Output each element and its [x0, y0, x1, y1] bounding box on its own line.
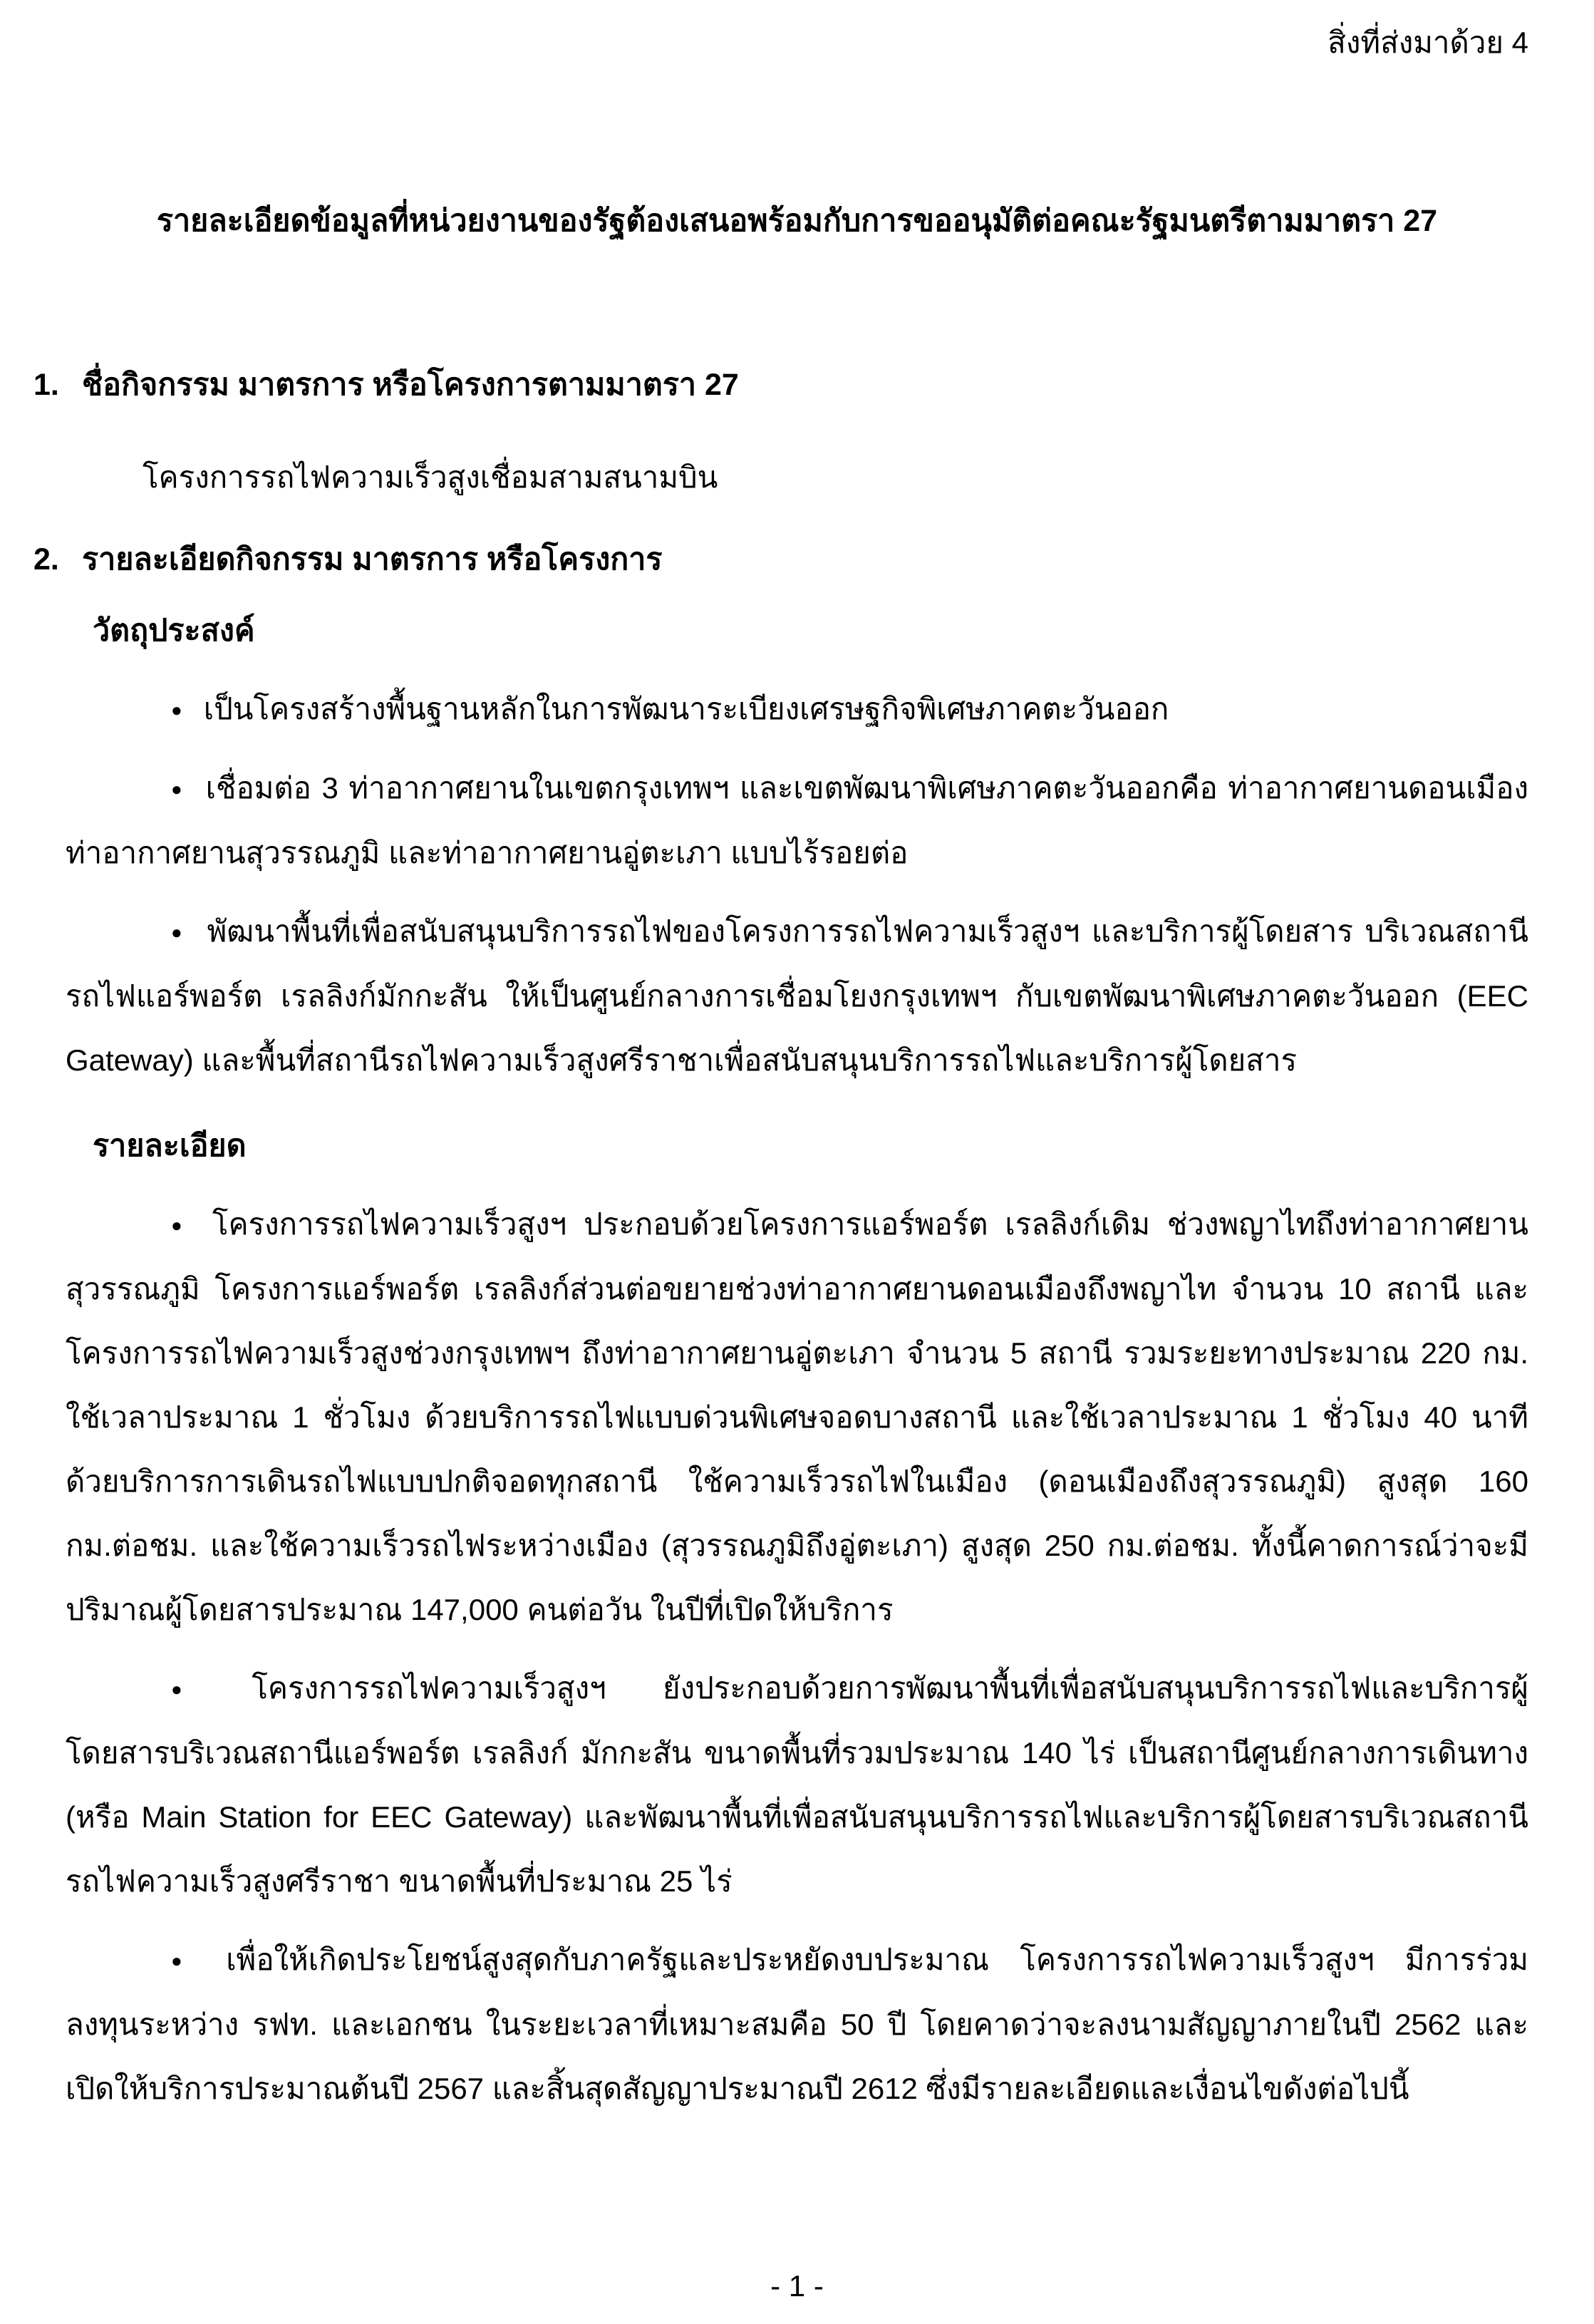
objective-text: เป็นโครงสร้างพื้นฐานหลักในการพัฒนาระเบียงเศรษฐกิจพิเศษภาคตะวันออก: [203, 692, 1169, 725]
bullet-icon: ●: [171, 778, 185, 800]
details-heading: รายละเอียด: [93, 1129, 247, 1163]
objective-text: เชื่อมต่อ 3 ท่าอากาศยานในเขตกรุงเทพฯ และเขตพัฒนาพิเศษภาคตะวันออกคือ ท่าอากาศยานดอนเมือง ท่าอากาศยานสุวรรณภูมิ และท่าอากาศยานอู่ตะเภา แบบไร้รอยต่อ: [66, 771, 1528, 869]
objective-item: [66, 756, 1528, 885]
objective-item: [66, 899, 1528, 1093]
objective-item: [66, 677, 1528, 742]
detail-item: [66, 1928, 1528, 2121]
section-1-heading: [33, 353, 1528, 417]
detail-text: โครงการรถไฟความเร็วสูงฯ ยังประกอบด้วยการพัฒนาพื้นที่เพื่อสนับสนุนบริการรถไฟและบริการผู้โดยสารบริเวณสถานีแอร์พอร์ต เรลลิงก์ มักกะสัน ขนาดพื้นที่รวมประมาณ 140 ไร่ เป็นสถานีศูนย์กลางการเดินทาง (หรือ Main Station for EEC Gateway) และพัฒนาพื้นที่เพื่อสนับสนุนบริการรถไฟและบริการผู้โดยสารบริเวณสถานีรถไฟความเร็วสูงศรีราชา ขนาดพื้นที่ประมาณ 25 ไร่: [66, 1671, 1528, 1898]
detail-text: โครงการรถไฟความเร็วสูงฯ ประกอบด้วยโครงการแอร์พอร์ต เรลลิงก์เดิม ช่วงพญาไทถึงท่าอากาศยานสุวรรณภูมิ โครงการแอร์พอร์ต เรลลิงก์ส่วนต่อขยายช่วงท่าอากาศยานดอนเมืองถึงพญาไท จำนวน 10 สถานี และโครงการรถไฟความเร็วสูงช่วงกรุงเทพฯ ถึงท่าอากาศยานอู่ตะเภา จำนวน 5 สถานี รวมระยะทางประมาณ 220 กม. ใช้เวลาประมาณ 1 ชั่วโมง ด้วยบริการรถไฟแบบด่วนพิเศษจอดบางสถานี และใช้เวลาประมาณ 1 ชั่วโมง 40 นาที ด้วยบริการการเดินรถไฟแบบปกติจอดทุกสถานี ใช้ความเร็วรถไฟในเมือง (ดอนเมืองถึงสุวรรณภูมิ) สูงสุด 160 กม.ต่อชม. และใช้ความเร็วรถไฟระหว่างเมือง (สุวรรณภูมิถึงอู่ตะเภา) สูงสุด 250 กม.ต่อชม. ทั้งนี้คาดการณ์ว่าจะมีปริมาณผู้โดยสารประมาณ 147,000 คนต่อวัน ในปีที่เปิดให้บริการ: [66, 1207, 1528, 1626]
section-1-number: 1.: [33, 368, 59, 402]
page-title: รายละเอียดข้อมูลที่หน่วยงานของรัฐต้องเสนอพร้อมกับการขออนุมัติต่อคณะรัฐมนตรีตามมาตรา 27: [156, 204, 1438, 238]
attachment-label: สิ่งที่ส่งมาด้วย 4: [1328, 26, 1528, 59]
objectives-heading: วัตถุประสงค์: [93, 614, 255, 648]
bullet-icon: ●: [171, 1950, 205, 1971]
page-number: - 1 -: [770, 2269, 824, 2303]
section-2-heading: [33, 527, 1528, 592]
detail-item: [66, 1656, 1528, 1914]
bullet-icon: ●: [171, 699, 182, 721]
section-1-heading-text: ชื่อกิจกรรม มาตรการ หรือโครงการตามมาตรา 27: [82, 368, 739, 402]
bullet-icon: ●: [171, 1678, 231, 1700]
objective-text: พัฒนาพื้นที่เพื่อสนับสนุนบริการรถไฟของโครงการรถไฟความเร็วสูงฯ และบริการผู้โดยสาร บริเวณสถานีรถไฟแอร์พอร์ต เรลลิงก์มักกะสัน ให้เป็นศูนย์กลางการเชื่อมโยงกรุงเทพฯ กับเขตพัฒนาพิเศษภาคตะวันออก (EEC Gateway) และพื้นที่สถานีรถไฟความเร็วสูงศรีราชาเพื่อสนับสนุนบริการรถไฟและบริการผู้โดยสาร: [66, 914, 1528, 1077]
section-2-heading-text: รายละเอียดกิจกรรม มาตรการ หรือโครงการ: [82, 542, 663, 577]
detail-item: [66, 1192, 1528, 1642]
bullet-icon: ●: [171, 921, 186, 943]
section-2-number: 2.: [33, 542, 59, 577]
bullet-icon: ●: [171, 1214, 191, 1236]
detail-text: เพื่อให้เกิดประโยชน์สูงสุดกับภาครัฐและประหยัดงบประมาณ โครงการรถไฟความเร็วสูงฯ มีการร่วมลงทุนระหว่าง รฟท. และเอกชน ในระยะเวลาที่เหมาะสมคือ 50 ปี โดยคาดว่าจะลงนามสัญญาภายในปี 2562 และเปิดให้บริการประมาณต้นปี 2567 และสิ้นสุดสัญญาประมาณปี 2612 ซึ่งมีรายละเอียดและเงื่อนไขดังต่อไปนี้: [66, 1943, 1528, 2105]
project-name: โครงการรถไฟความเร็วสูงเชื่อมสามสนามบิน: [143, 460, 718, 494]
